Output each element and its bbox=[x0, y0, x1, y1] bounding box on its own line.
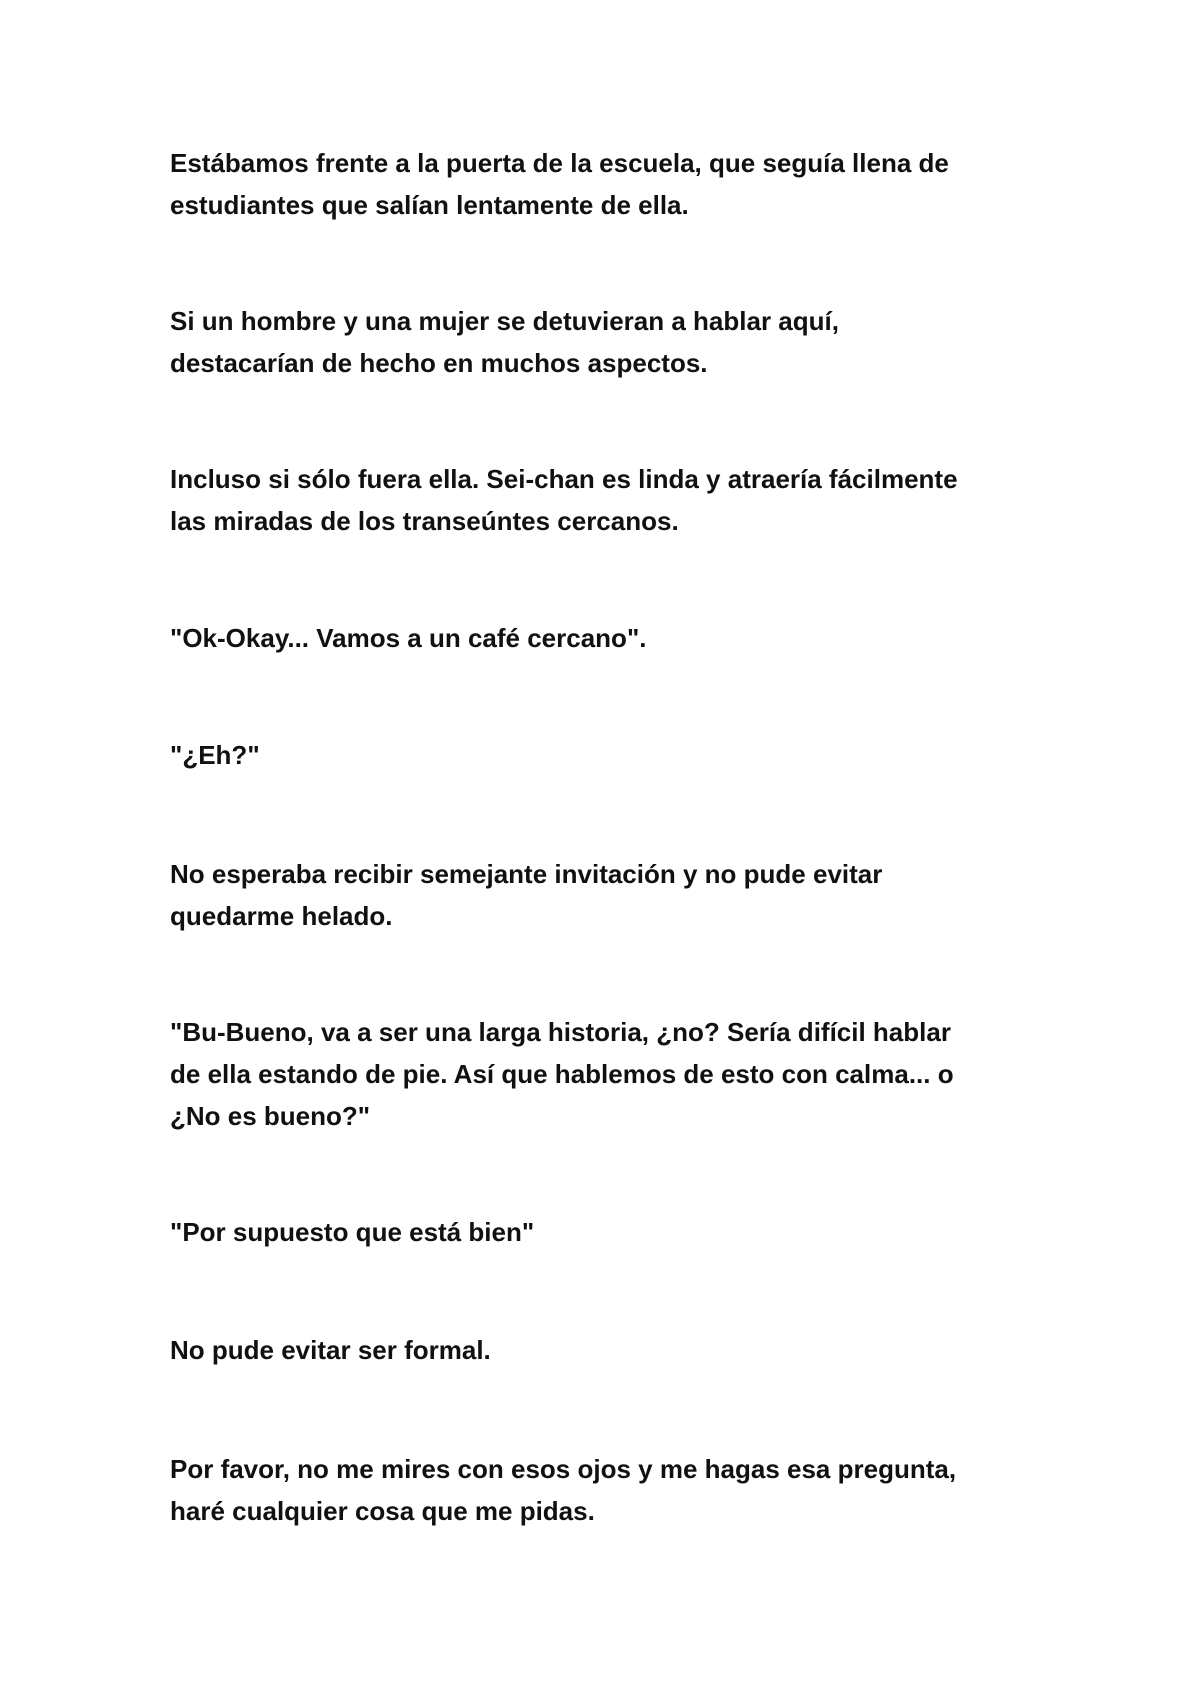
paragraph-line: haré cualquier cosa que me pidas. bbox=[170, 1496, 595, 1526]
paragraph-5 bbox=[170, 734, 1050, 776]
paragraph-line: Incluso si sólo fuera ella. Sei-chan es linda y atraería fácilmente bbox=[170, 464, 958, 494]
paragraph-line: quedarme helado. bbox=[170, 901, 393, 931]
paragraph-line: "Bu-Bueno, va a ser una larga historia, ¿no? Sería difícil hablar bbox=[170, 1017, 951, 1047]
paragraph-line: No pude evitar ser formal. bbox=[170, 1335, 491, 1365]
paragraph-line: las miradas de los transeúntes cercanos. bbox=[170, 506, 679, 536]
paragraph-line: "Ok-Okay... Vamos a un café cercano". bbox=[170, 623, 647, 653]
paragraph-line: No esperaba recibir semejante invitación y no pude evitar bbox=[170, 859, 883, 889]
paragraph-4 bbox=[170, 617, 1050, 659]
paragraph-9 bbox=[170, 1329, 1050, 1371]
paragraph-1 bbox=[170, 142, 1050, 226]
paragraph-2 bbox=[170, 300, 1050, 384]
paragraph-6 bbox=[170, 853, 1050, 937]
paragraph-3 bbox=[170, 458, 1050, 542]
paragraph-10 bbox=[170, 1448, 1050, 1532]
paragraph-line: Estábamos frente a la puerta de la escuela, que seguía llena de bbox=[170, 148, 949, 178]
paragraph-8 bbox=[170, 1211, 1050, 1253]
paragraph-line: destacarían de hecho en muchos aspectos. bbox=[170, 348, 708, 378]
paragraph-line: Si un hombre y una mujer se detuvieran a hablar aquí, bbox=[170, 306, 839, 336]
paragraph-line: "¿Eh?" bbox=[170, 740, 260, 770]
paragraph-7 bbox=[170, 1011, 1050, 1137]
paragraph-line: ¿No es bueno?" bbox=[170, 1101, 371, 1131]
paragraph-line: Por favor, no me mires con esos ojos y me hagas esa pregunta, bbox=[170, 1454, 957, 1484]
paragraph-line: estudiantes que salían lentamente de ella. bbox=[170, 190, 689, 220]
paragraph-line: "Por supuesto que está bien" bbox=[170, 1217, 535, 1247]
paragraph-line: de ella estando de pie. Así que hablemos de esto con calma... o bbox=[170, 1059, 954, 1089]
